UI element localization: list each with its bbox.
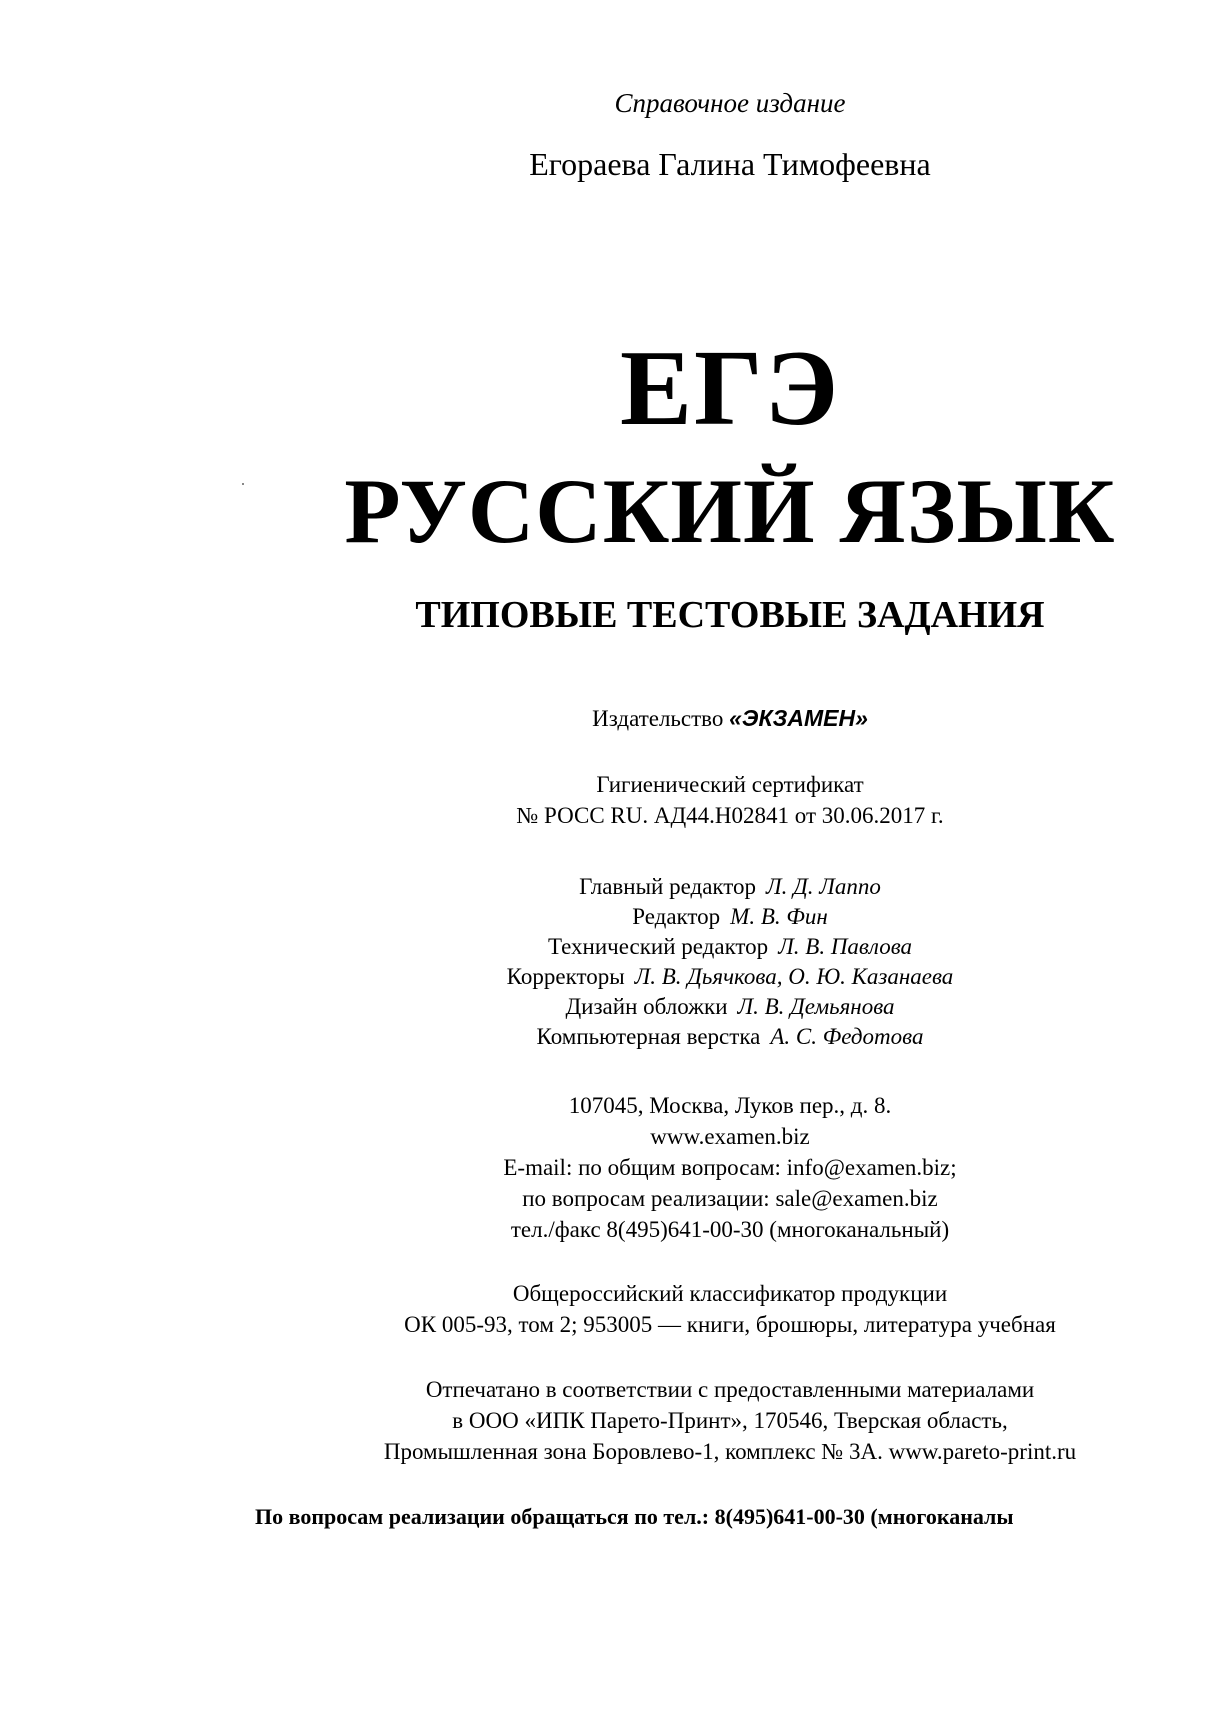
classifier-title: Общероссийский классификатор продукции <box>512 1281 948 1306</box>
publisher-line <box>260 707 1200 730</box>
publisher-website: www.examen.biz <box>650 1124 810 1149</box>
credit-name: Л. Д. Лаппо <box>766 874 881 899</box>
credit-row <box>260 1025 1200 1048</box>
publisher-prefix: Издательство <box>592 706 724 731</box>
scan-speck <box>242 483 244 485</box>
email-general: E-mail: по общим вопросам: info@examen.biz; <box>503 1155 957 1180</box>
printing-line-1: Отпечатано в соответствии с предоставленными материалами <box>425 1377 1035 1402</box>
credit-role: Компьютерная верстка <box>536 1024 761 1049</box>
credit-row <box>260 935 1200 958</box>
credit-name: Л. В. Дьячкова, О. Ю. Казанаева <box>634 964 954 989</box>
author-name: Егораева Галина Тимофеевна <box>529 146 931 182</box>
title-line-2: РУССКИЙ ЯЗЫК <box>344 460 1116 562</box>
credit-name: Л. В. Павлова <box>778 934 913 959</box>
credit-role: Главный редактор <box>579 874 757 899</box>
title-line-1: ЕГЭ <box>620 329 840 448</box>
credit-row <box>260 875 1200 898</box>
credit-role: Технический редактор <box>547 934 769 959</box>
credit-row <box>260 995 1200 1018</box>
classifier-code: ОК 005-93, том 2; 953005 — книги, брошюры, литература учебная <box>404 1312 1056 1337</box>
credit-row <box>260 965 1200 988</box>
publisher-name: «ЭКЗАМЕН» <box>729 705 868 731</box>
publisher-address: 107045, Москва, Луков пер., д. 8. <box>568 1093 892 1118</box>
email-sales: по вопросам реализации: sale@examen.biz <box>522 1186 938 1211</box>
credit-role: Корректоры <box>506 964 625 989</box>
credit-row <box>260 905 1200 928</box>
credit-role: Дизайн обложки <box>565 994 728 1019</box>
edition-type: Справочное издание <box>614 88 846 118</box>
phone-fax: тел./факс 8(495)641-00-30 (многоканальный) <box>510 1217 950 1242</box>
certificate-title: Гигиенический сертификат <box>596 772 864 797</box>
certificate-number: № РОСС RU. АД44.Н02841 от 30.06.2017 г. <box>516 803 944 828</box>
subtitle: ТИПОВЫЕ ТЕСТОВЫЕ ЗАДАНИЯ <box>415 594 1045 636</box>
credit-name: А. С. Федотова <box>770 1024 924 1049</box>
printing-line-3: Промышленная зона Боровлево-1, комплекс № 3А. www.pareto-print.ru <box>383 1439 1077 1464</box>
credit-name: М. В. Фин <box>730 904 828 929</box>
credit-role: Редактор <box>632 904 721 929</box>
credit-name: Л. В. Демьянова <box>737 994 895 1019</box>
sales-note: По вопросам реализации обращаться по тел.: 8(495)641-00-30 (многоканалы <box>255 1504 1014 1529</box>
printing-line-2: в ООО «ИПК Парето-Принт», 170546, Тверская область, <box>452 1408 1008 1433</box>
